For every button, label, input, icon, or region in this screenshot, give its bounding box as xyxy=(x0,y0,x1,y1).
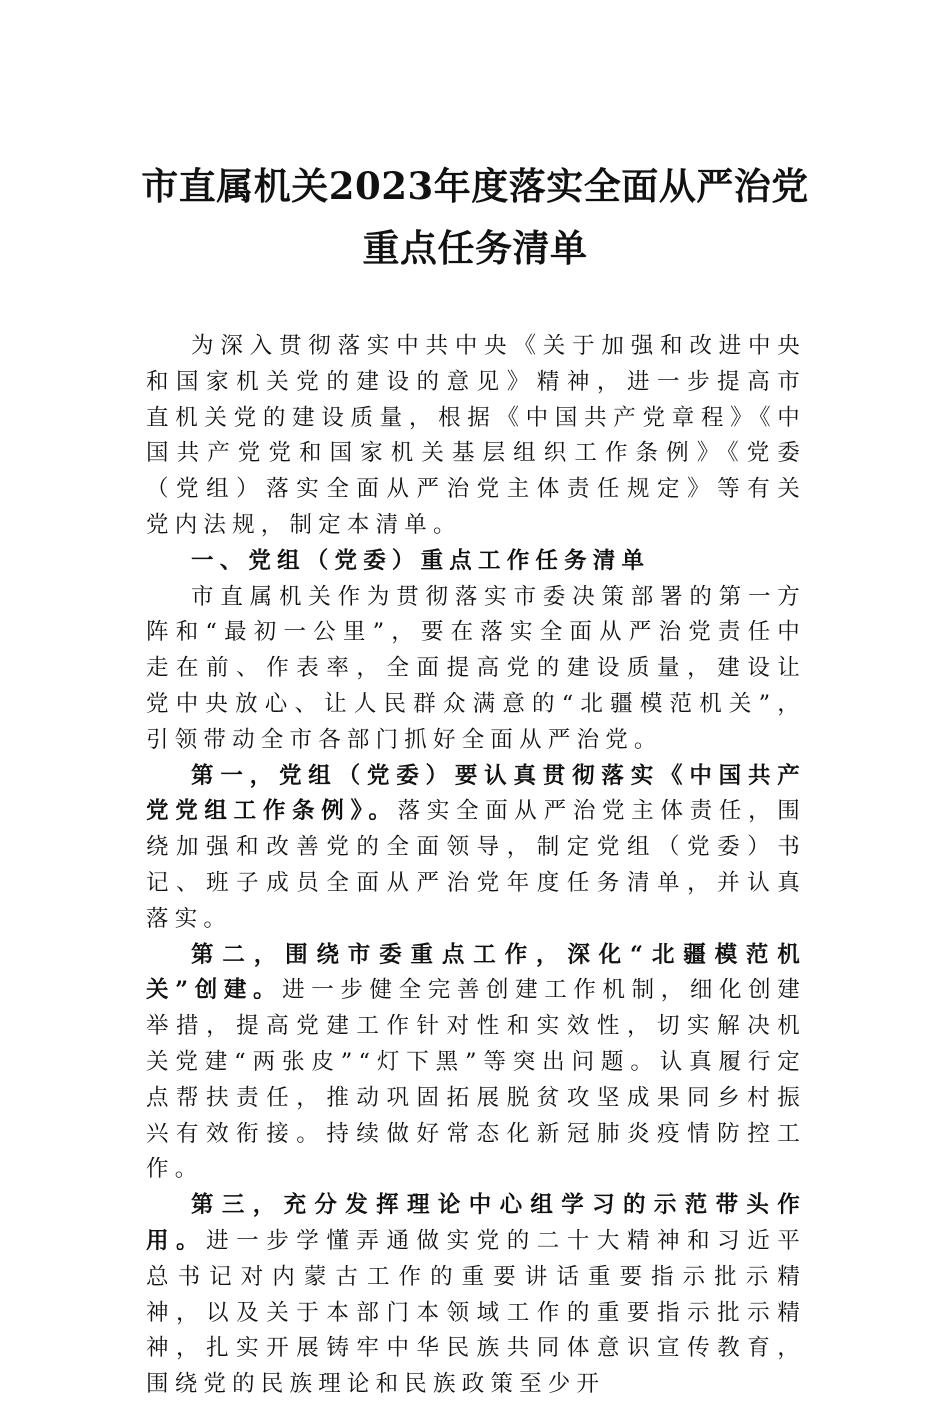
item-1-lead: 第一，党组（党委）要认真贯彻落实《中国共产党党组工作条例》。 xyxy=(146,762,806,825)
section-heading: 一、党组（党委）重点工作任务清单 xyxy=(191,547,651,574)
item-2-body: 进一步健全完善创建工作机制，细化创建举措，提高党建工作针对性和实效性，切实解决机关党建“两张皮”“灯下黑”等突出问题。认真履行定点帮扶责任，推动巩固拓展脱贫攻坚成果同乡村振兴有效衔接。持续做好常态化新冠肺炎疫情防控工作。 xyxy=(146,977,806,1183)
intro-paragraph: 为深入贯彻落实中共中央《关于加强和改进中央和国家机关党的建设的意见》精神，进一步提高市直机关党的建设质量，根据《中国共产党章程》《中国共产党党和国家机关基层组织工作条例》《党委（党组）落实全面从严治党主体责任规定》等有关党内法规，制定本清单。 xyxy=(146,333,806,538)
item-3-paragraph xyxy=(146,1188,806,1403)
item-1-paragraph xyxy=(146,759,806,938)
item-2-paragraph xyxy=(146,938,806,1189)
section-intro-paragraph: 市直属机关作为贯彻落实市委决策部署的第一方阵和“最初一公里”，要在落实全面从严治党责任中走在前、作表率，全面提高党的建设质量，建设让党中央放心、让人民群众满意的“北疆模范机关”，引领带动全市各部门抓好全面从严治党。 xyxy=(146,583,806,753)
item-1-body: 落实全面从严治党主体责任，围绕加强和改善党的全面领导，制定党组（党委）书记、班子成员全面从严治党年度任务清单，并认真落实。 xyxy=(146,798,806,932)
document-title: 市直属机关2023年度落实全面从严治党重点任务清单 xyxy=(141,164,809,270)
document-body xyxy=(146,329,806,1403)
item-3-body: 进一步学懂弄通做实党的二十大精神和习近平总书记对内蒙古工作的重要讲话重要指示批示精神，以及关于本部门本领域工作的重要指示批示精神，扎实开展铸牢中华民族共同体意识宣传教育，围绕党的民族理论和民族政策至少开 xyxy=(146,1227,806,1398)
item-2-lead: 第二，围绕市委重点工作，深化“北疆模范机关”创建。 xyxy=(146,941,806,1004)
item-3-lead: 第三，充分发挥理论中心组学习的示范带头作用。 xyxy=(146,1192,806,1254)
